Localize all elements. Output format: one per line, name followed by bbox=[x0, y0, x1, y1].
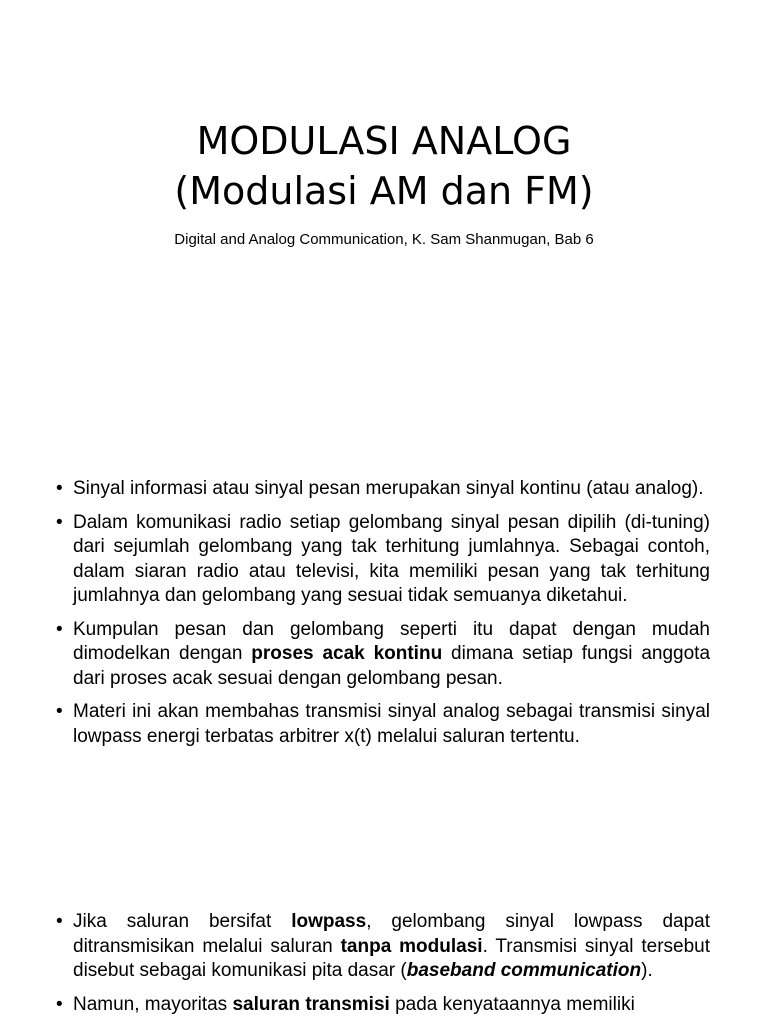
bullet-text: Dalam komunikasi radio setiap gelombang sinyal pesan dipilih (di-tuning) dari sejumlah gelombang yang tak terhitung jumlahnya. Sebagai contoh, dalam siaran radio atau televisi, kita memiliki pesan yang tak terhitung jumlahnya dan gelombang yang sesuai tidak semuanya diketahui. bbox=[73, 511, 710, 606]
bullet-item bbox=[56, 700, 710, 749]
bullet-text: Materi ini akan membahas transmisi sinyal analog sebagai transmisi sinyal lowpass energi terbatas arbitrer x(t) melalui saluran tertentu. bbox=[73, 701, 710, 747]
bullet-text-post: dimana setiap fungsi anggota dari proses acak sesuai dengan gelombang pesan. bbox=[73, 643, 711, 689]
bullet-icon: • bbox=[56, 993, 63, 1015]
bullet-text-bold: lowpass bbox=[291, 911, 367, 932]
bullet-text-bold-italic: baseband communication bbox=[406, 960, 642, 981]
title-line-2: (Modulasi AM dan FM) bbox=[174, 169, 594, 213]
bullet-text-end: ). bbox=[641, 960, 653, 981]
bullet-item bbox=[56, 511, 710, 609]
bullet-text-mid: . Transmisi sinyal tersebut disebut sebagai komunikasi pita dasar ( bbox=[73, 935, 711, 981]
bullet-text-bold: saluran transmisi bbox=[232, 993, 390, 1015]
title-line-1: MODULASI ANALOG bbox=[196, 119, 572, 163]
slide-subtitle: Digital and Analog Communication, K. Sam Shanmugan, Bab 6 bbox=[174, 231, 594, 248]
bullet-icon: • bbox=[56, 911, 63, 932]
bullet-list-slide-3 bbox=[56, 910, 710, 1026]
bullet-text-pre: Kumpulan pesan dan gelombang seperti itu dapat dengan mudah dimodelkan dengan bbox=[73, 618, 710, 664]
bullet-text-mid: , gelombang sinyal lowpass dapat ditransmisikan melalui saluran bbox=[73, 911, 710, 957]
bullet-text-bold: proses acak kontinu bbox=[251, 643, 443, 664]
bullet-item bbox=[56, 993, 710, 1018]
bullet-text-pre: Namun, mayoritas bbox=[73, 993, 233, 1015]
bullet-text-bold: tanpa modulasi bbox=[340, 935, 483, 957]
bullet-text-post: pada kenyataannya memiliki bbox=[389, 993, 635, 1015]
bullet-text-pre: Jika saluran bersifat bbox=[73, 911, 292, 932]
bullet-list-slide-2 bbox=[56, 477, 710, 758]
bullet-item bbox=[56, 910, 710, 984]
bullet-icon: • bbox=[56, 618, 63, 640]
bullet-icon: • bbox=[56, 511, 63, 533]
bullet-icon: • bbox=[56, 478, 63, 499]
bullet-icon: • bbox=[56, 701, 63, 722]
bullet-item bbox=[56, 618, 710, 692]
bullet-item bbox=[56, 477, 710, 502]
bullet-text: Sinyal informasi atau sinyal pesan merupakan sinyal kontinu (atau analog). bbox=[73, 478, 704, 499]
